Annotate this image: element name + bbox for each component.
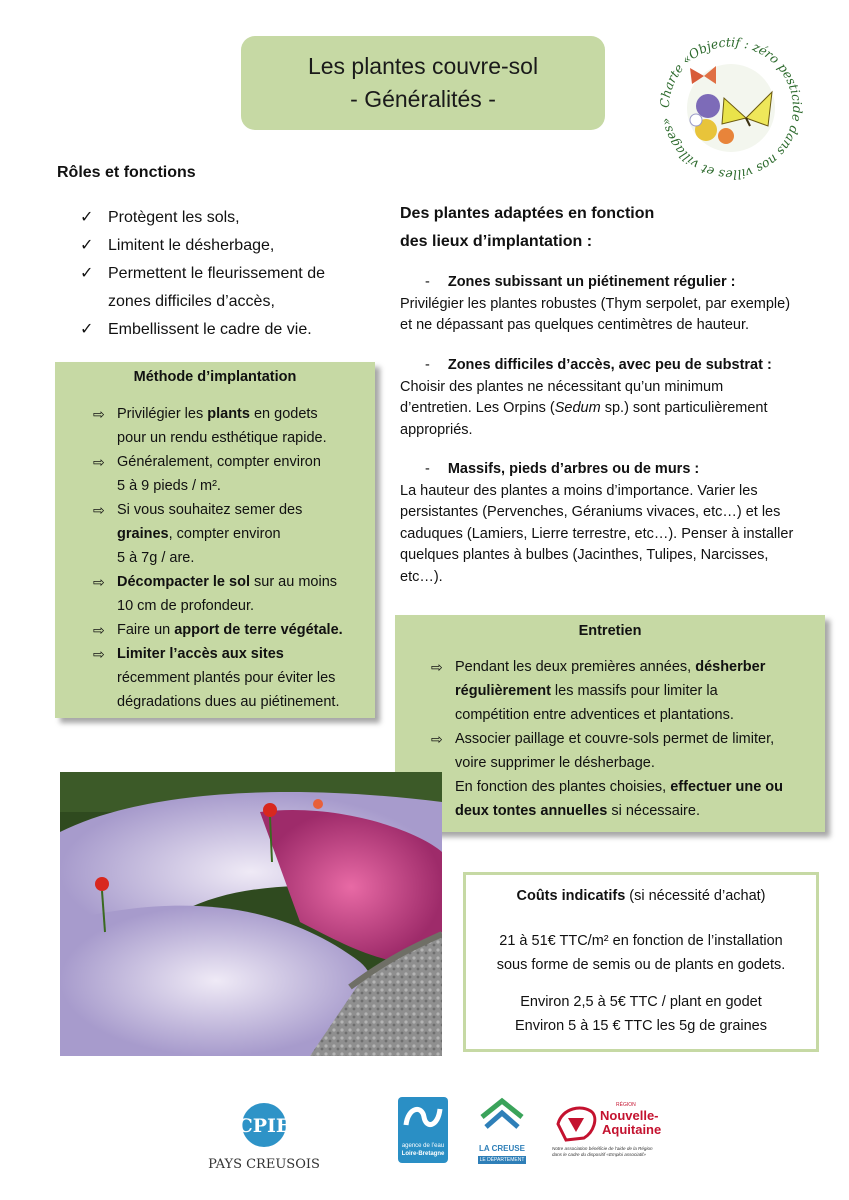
couts-line: Environ 5 à 15 € TTC les 5g de graines <box>514 1018 767 1034</box>
arrow-right-icon: ⇨ <box>93 502 105 518</box>
list-item: ⇨ Si vous souhaitez semer des graines, compter environ 5 à 7g / are. <box>89 498 375 570</box>
arrow-right-icon: ⇨ <box>93 406 105 422</box>
svg-text:CPIE: CPIE <box>237 1115 291 1137</box>
region-nouvelle-aquitaine-logo: RÉGION Nouvelle- Aquitaine Notre association bénéficie de l’aide de la Région dans le cadre du dispositif «Emploi associatif» <box>552 1102 662 1157</box>
arrow-right-icon: ⇨ <box>93 454 105 470</box>
list-item: ✓ Embellissent le cadre de vie. <box>80 316 380 344</box>
check-icon: ✓ <box>80 321 94 338</box>
cpie-mark-icon <box>205 1102 323 1148</box>
couts-line: 21 à 51€ TTC/m² en fonction de l’installation <box>499 933 783 949</box>
roles-title: Rôles et fonctions <box>57 164 196 181</box>
list-item: ⇨ Faire un apport de terre végétale. <box>89 618 375 642</box>
methode-list <box>55 402 375 714</box>
list-item: ⇨ Limiter l’accès aux sites récemment plantés pour éviter les dégradations dues au piétinement. <box>89 642 375 714</box>
zone-pietinement: - Zones subissant un piétinement régulier : Privilégier les plantes robustes (Thym serpolet, par exemple) et ne dépassant pas quelques centimètres de hauteur. <box>400 272 830 337</box>
methode-panel <box>55 362 375 718</box>
roles-list <box>80 204 380 344</box>
entretien-panel <box>395 615 825 832</box>
zone-heading: - Massifs, pieds d’arbres ou de murs : <box>425 461 700 477</box>
zone-heading: - Zones subissant un piétinement régulier : <box>425 274 736 290</box>
list-item: ✓ Protègent les sols, <box>80 204 380 232</box>
methode-title: Méthode d’implantation <box>133 369 297 385</box>
couts-line: Environ 2,5 à 5€ TTC / plant en godet <box>520 994 762 1010</box>
arrow-right-icon: ⇨ <box>93 574 105 590</box>
list-item: ✓ Limitent le désherbage, <box>80 232 380 260</box>
groundcover-photo <box>60 772 442 1056</box>
svg-text:Charte «Objectif : zéro pestic: Charte «Objectif : zéro pesticide dans nos villes et villages» <box>656 34 806 183</box>
creuse-logo: LA CREUSE LE DÉPARTEMENT <box>478 1095 526 1163</box>
check-icon: ✓ <box>80 265 94 282</box>
creuse-mark-icon <box>478 1095 526 1139</box>
list-item: ⇨ Privilégier les plants en godets pour un rendu esthétique rapide. <box>89 402 375 450</box>
title-banner <box>241 36 605 130</box>
arrow-right-icon: ⇨ <box>93 646 105 662</box>
list-item: ✓ Permettent le fleurissement de zones difficiles d’accès, <box>80 260 380 316</box>
list-item: ⇨ Associer paillage et couvre-sols permet de limiter, voire supprimer le désherbage. <box>427 727 825 775</box>
entretien-list <box>395 655 825 823</box>
zone-heading: - Zones difficiles d’accès, avec peu de substrat : <box>425 357 772 373</box>
couts-title: Coûts indicatifs (si nécessité d’achat) <box>516 888 766 904</box>
agence-eau-logo: agence de l’eau Loire-Bretagne <box>398 1097 448 1163</box>
arrow-right-icon: ⇨ <box>93 622 105 638</box>
arrow-right-icon: ⇨ <box>431 731 443 747</box>
adapted-title: Des plantes adaptées en fonction des lieux d’implantation : <box>400 205 655 250</box>
list-item: ⇨ Décompacter le sol sur au moins 10 cm de profondeur. <box>89 570 375 618</box>
list-item: ⇨ Généralement, compter environ 5 à 9 pieds / m². <box>89 450 375 498</box>
page-title: Les plantes couvre-sol <box>307 53 539 79</box>
zone-difficile: - Zones difficiles d’accès, avec peu de substrat : Choisir des plantes ne nécessitant qu’un minimum d’entretien. Les Orpins (Sedum sp.) sont particulièrement appropriés. <box>400 355 830 441</box>
entretien-title: Entretien <box>578 623 642 639</box>
region-mark-icon <box>554 1102 600 1144</box>
check-icon: ✓ <box>80 209 94 226</box>
charte-stamp-logo <box>646 26 816 186</box>
check-icon: ✓ <box>80 237 94 254</box>
list-item: En fonction des plantes choisies, effectuer une ou deux tontes annuelles si nécessaire. <box>427 775 825 823</box>
couts-box <box>463 872 819 1052</box>
list-item: ⇨ Pendant les deux premières années, désherber régulièrement les massifs pour limiter la compétition entre adventices et plantations. <box>427 655 825 727</box>
arrow-right-icon: ⇨ <box>431 659 443 675</box>
couts-line: sous forme de semis ou de plants en godets. <box>496 957 786 973</box>
cpie-logo: CPIE PAYS CREUSOIS <box>205 1102 323 1168</box>
page-subtitle: - Généralités - <box>350 86 496 112</box>
zone-massifs: - Massifs, pieds d’arbres ou de murs : La hauteur des plantes a moins d’importance. Varier les persistantes (Pervenches, Géraniums vivaces, etc…) et les caduques (Lamiers, Lierre terrestre, etc…). Penser à installer quelques plantes à bulbes (Jacinthes, Tulipes, Narcisses, etc…). <box>400 459 830 588</box>
agence-eau-mark-icon <box>398 1097 448 1137</box>
